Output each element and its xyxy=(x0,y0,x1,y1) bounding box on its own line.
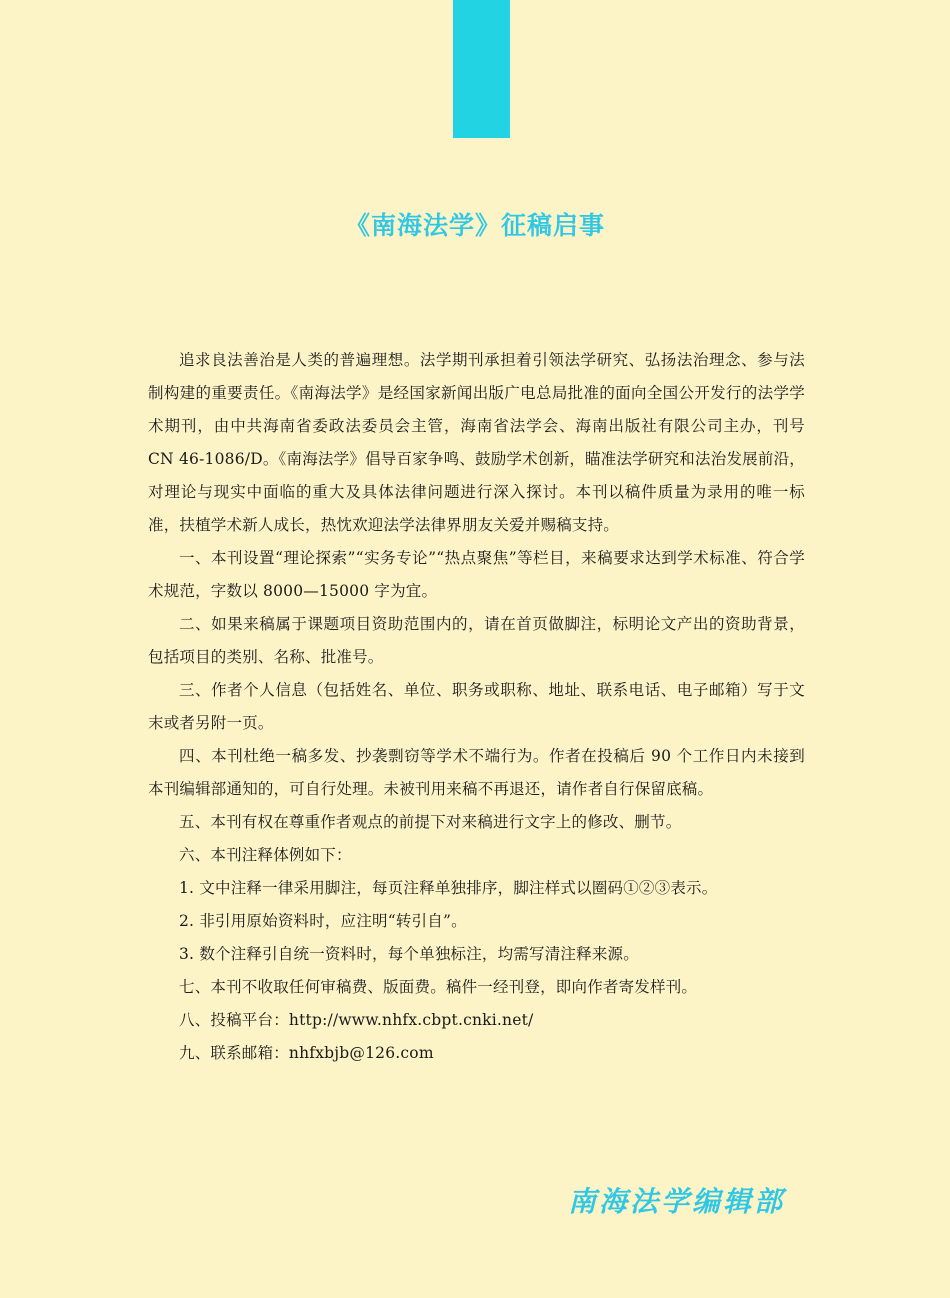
page-title: 《南海法学》征稿启事 xyxy=(344,211,605,240)
editorial-signature: 南海法学编辑部 xyxy=(568,1185,786,1218)
intro-paragraph: 追求良法善治是人类的普遍理想。法学期刊承担着引领法学研究、弘扬法治理念、参与法制构建的重要责任。《南海法学》是经国家新闻出版广电总局批准的面向全国公开发行的法学学术期刊，由中共海南省委政法委员会主管，海南省法学会、海南出版社有限公司主办，刊号 CN 46-1086/D。《南海法学》倡导百家争鸣、鼓励学术创新，瞄准法学研究和法治发展前沿，对理论与现实中面临的重大及具体法律问题进行深入探讨。本刊以稿件质量为录用的唯一标准，扶植学术新人成长，热忱欢迎法学法律界朋友关爱并赐稿支持。 xyxy=(148,351,805,534)
item-editing-rights: 五、本刊有权在尊重作者观点的前提下对来稿进行文字上的修改、删节。 xyxy=(179,813,682,831)
item-columns: 一、本刊设置“理论探索”“实务专论”“热点聚焦”等栏目，来稿要求达到学术标准、符合学术规范，字数以 8000—15000 字为宜。 xyxy=(148,549,805,600)
item-funding: 二、如果来稿属于课题项目资助范围内的，请在首页做脚注，标明论文产出的资助背景，包括项目的类别、名称、批准号。 xyxy=(148,615,805,666)
item-no-fees: 七、本刊不收取任何审稿费、版面费。稿件一经刊登，即向作者寄发样刊。 xyxy=(179,978,698,996)
citation-rule-3: 3. 数个注释引自统一资料时，每个单独标注，均需写清注释来源。 xyxy=(179,945,639,963)
notice-body xyxy=(148,344,805,1070)
citation-rule-2: 2. 非引用原始资料时，应注明“转引自”。 xyxy=(179,912,467,930)
item-submission-platform: 八、投稿平台：http://www.nhfx.cbpt.cnki.net/ xyxy=(179,1011,534,1029)
decorative-top-bar xyxy=(453,0,510,138)
item-author-info: 三、作者个人信息（包括姓名、单位、职务或职称、地址、联系电话、电子邮箱）写于文末或者另附一页。 xyxy=(148,681,805,732)
item-citation-style: 六、本刊注释体例如下： xyxy=(179,846,352,864)
item-contact-email: 九、联系邮箱：nhfxbjb@126.com xyxy=(179,1044,434,1062)
item-misconduct: 四、本刊杜绝一稿多发、抄袭剽窃等学术不端行为。作者在投稿后 90 个工作日内未接到本刊编辑部通知的，可自行处理。未被刊用来稿不再退还，请作者自行保留底稿。 xyxy=(148,747,805,798)
citation-rule-1: 1. 文中注释一律采用脚注，每页注释单独排序，脚注样式以圈码①②③表示。 xyxy=(179,879,718,897)
